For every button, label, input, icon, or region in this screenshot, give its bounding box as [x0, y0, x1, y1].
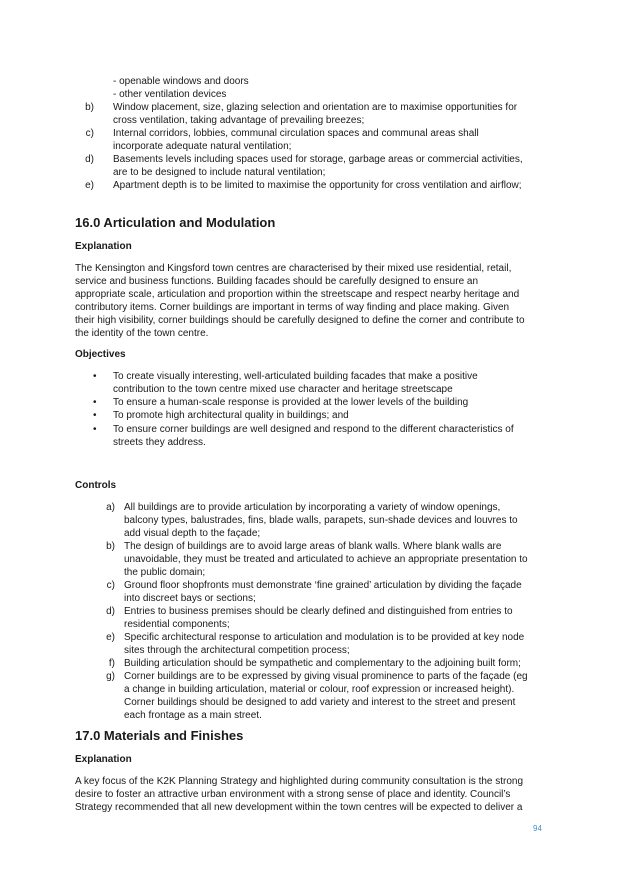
list-label: b): [85, 102, 94, 113]
paragraph-line: service and business functions. Building facades should be carefully designed to ensure an: [75, 276, 479, 287]
control-line: balcony types, balustrades, fins, blade walls, parapets, sun-shade devices and louvres to: [124, 515, 518, 526]
control-line: Ground floor shopfronts must demonstrate ‘fine grained’ articulation by dividing the façade: [124, 580, 522, 591]
page-number: 94: [533, 824, 542, 833]
list-label: c): [85, 128, 94, 139]
paragraph-line: their high visibility, corner buildings should be carefully designed to define the corner and contribute to: [75, 315, 525, 326]
paragraph-line: Strategy recommended that all new development within the town centres will be expected to deliver a: [75, 802, 523, 813]
list-label: e): [106, 632, 115, 643]
list-item-line: are to be designed to include natural ventilation;: [113, 167, 326, 178]
subheading-explanation: Explanation: [75, 241, 132, 252]
section-heading: 16.0 Articulation and Modulation: [75, 215, 276, 230]
list-item-line: Internal corridors, lobbies, communal circulation spaces and communal areas shall: [113, 128, 479, 139]
paragraph-line: appropriate scale, articulation and proportion within the streetscape and respect nearby heritage and: [75, 289, 520, 300]
control-line: residential components;: [124, 619, 230, 630]
subheading-explanation: Explanation: [75, 754, 132, 765]
bullet-icon: •: [93, 410, 97, 421]
list-label: f): [108, 658, 115, 669]
control-line: Entries to business premises should be clearly defined and distinguished from entries to: [124, 606, 513, 617]
list-item-line: Window placement, size, glazing selection and orientation are to maximise opportunities for: [113, 102, 518, 113]
control-line: Corner buildings should be designed to add variety and interest to the street and present: [124, 697, 516, 708]
control-line: Corner buildings are to be expressed by giving visual prominence to parts of the façade (eg: [124, 671, 528, 682]
objective-line: streets they address.: [113, 437, 206, 448]
paragraph-line: the identity of the town centre.: [75, 328, 209, 339]
bullet-icon: •: [93, 397, 97, 408]
control-line: All buildings are to provide articulation by incorporating a variety of window openings,: [124, 502, 501, 513]
paragraph-line: A key focus of the K2K Planning Strategy and highlighted during community consultation is the strong: [75, 776, 524, 787]
bullet-icon: •: [93, 424, 97, 435]
control-line: sites through the architectural competition process;: [124, 645, 350, 656]
list-label: c): [106, 580, 115, 591]
list-label: d): [85, 154, 94, 165]
list-label: b): [106, 541, 115, 552]
list-item-line: Apartment depth is to be limited to maximise the opportunity for cross ventilation and airflow;: [113, 180, 522, 191]
subheading-objectives: Objectives: [75, 349, 126, 360]
objective-line: To promote high architectural quality in buildings; and: [113, 410, 349, 421]
sub-item: - openable windows and doors: [113, 76, 249, 87]
list-item-line: incorporate adequate natural ventilation;: [113, 141, 292, 152]
control-line: Building articulation should be sympathetic and complementary to the adjoining built form;: [124, 658, 521, 669]
objective-line: To ensure corner buildings are well designed and respond to the different characteristics of: [113, 424, 514, 435]
paragraph-line: contributory items. Corner buildings are important in terms of way finding and place making. Given: [75, 302, 510, 313]
control-line: unavoidable, they must be treated and articulated to achieve an appropriate presentation to: [124, 554, 528, 565]
list-label: g): [106, 671, 115, 682]
list-item-line: cross ventilation, taking advantage of prevailing breezes;: [113, 115, 365, 126]
control-line: into discreet bays or sections;: [124, 593, 256, 604]
control-line: the public domain;: [124, 567, 206, 578]
section-heading: 17.0 Materials and Finishes: [75, 728, 244, 743]
control-line: add visual depth to the façade;: [124, 528, 261, 539]
list-label: e): [85, 180, 94, 191]
objective-line: To create visually interesting, well-articulated building facades that make a positive: [113, 371, 478, 382]
paragraph-line: desire to foster an attractive urban environment with a strong sense of place and identity. Council’s: [75, 789, 511, 800]
subheading-controls: Controls: [75, 480, 117, 491]
bullet-icon: •: [93, 371, 97, 382]
sub-item: - other ventilation devices: [113, 89, 227, 100]
control-line: The design of buildings are to avoid large areas of blank walls. Where blank walls are: [124, 541, 502, 552]
objective-line: To ensure a human-scale response is provided at the lower levels of the building: [113, 397, 469, 408]
control-line: a change in building articulation, material or colour, roof expression or increased height).: [124, 684, 515, 695]
objective-line: contribution to the town centre mixed use character and heritage streetscape: [113, 384, 453, 395]
list-label: a): [106, 502, 115, 513]
control-line: Specific architectural response to articulation and modulation is to be provided at key node: [124, 632, 525, 643]
paragraph-line: The Kensington and Kingsford town centres are characterised by their mixed use residential, retail,: [75, 263, 512, 274]
list-item-line: Basements levels including spaces used for storage, garbage areas or commercial activities,: [113, 154, 523, 165]
control-line: each frontage as a main street.: [124, 710, 262, 721]
list-label: d): [106, 606, 115, 617]
